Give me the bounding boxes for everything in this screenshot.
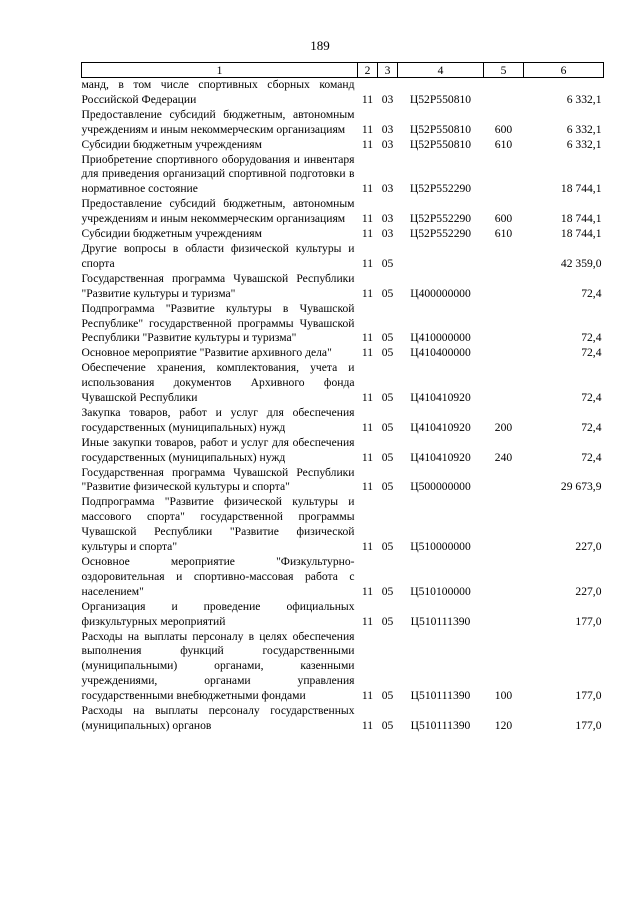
section-code: 11: [361, 331, 374, 345]
amount: 72,4: [581, 391, 602, 405]
section-code: 11: [361, 480, 374, 494]
section-code: 11: [361, 92, 374, 106]
expense-type-code: [484, 302, 524, 347]
table-row: [82, 153, 604, 198]
amount: 72,4: [581, 420, 602, 434]
target-article-code: Ц500000000: [410, 480, 471, 494]
subsection-code: 05: [381, 450, 394, 464]
page-number: 189: [310, 38, 330, 53]
table-row: [82, 78, 604, 108]
amount: 177,0: [575, 614, 602, 628]
amount: 18 744,1: [560, 182, 602, 196]
row-description: Предоставление субсидий бюджетным, автономным учреждениям и иным некоммерческим организациям: [81, 107, 355, 136]
amount: 6 332,1: [566, 92, 602, 106]
section-code: 11: [361, 182, 374, 196]
target-article-code: Ц52Р552290: [409, 212, 472, 226]
expense-type-code: [484, 346, 524, 361]
amount: 18 744,1: [560, 212, 602, 226]
table-row: [82, 630, 604, 705]
expense-type-code: [484, 495, 524, 555]
section-code: 11: [361, 256, 374, 270]
row-description: Закупка товаров, работ и услуг для обеспечения государственных (муниципальных) нужд: [81, 405, 355, 434]
row-description: Субсидии бюджетным учреждениям: [81, 137, 262, 151]
subsection-code: 03: [381, 122, 394, 136]
column-header: 3: [378, 63, 398, 78]
table-header-row: [82, 63, 604, 78]
target-article-code: Ц52Р550810: [409, 92, 472, 106]
subsection-code: 05: [381, 420, 394, 434]
row-description: манд, в том числе спортивных сборных команд Российской Федерации: [81, 78, 355, 106]
target-article-code: Ц52Р552290: [409, 227, 472, 241]
subsection-code: 05: [381, 540, 394, 554]
row-description: Предоставление субсидий бюджетным, автономным учреждениям и иным некоммерческим организациям: [81, 197, 355, 226]
table-row: [82, 555, 604, 600]
subsection-code: 05: [381, 346, 394, 360]
expense-type-code: [484, 153, 524, 198]
subsection-code: 05: [381, 614, 394, 628]
table-row: [82, 600, 604, 630]
amount: 227,0: [575, 584, 602, 598]
budget-table: [81, 62, 604, 734]
expense-type-code: 610: [494, 137, 513, 151]
subsection-code: 05: [381, 584, 394, 598]
subsection-code: 03: [381, 212, 394, 226]
row-description: Государственная программа Чувашской Республики "Развитие культуры и туризма": [81, 271, 355, 300]
row-description: Подпрограмма "Развитие культуры в Чувашской Республике" государственной программы Чувашской Республики "Развитие культуры и туризма": [81, 301, 355, 345]
amount: 72,4: [581, 331, 602, 345]
amount: 42 359,0: [560, 256, 602, 270]
section-code: 11: [361, 689, 374, 703]
amount: 177,0: [575, 689, 602, 703]
amount: 29 673,9: [560, 480, 602, 494]
expense-type-code: 240: [494, 450, 513, 464]
row-description: Организация и проведение официальных физкультурных мероприятий: [81, 599, 355, 628]
subsection-code: 03: [381, 182, 394, 196]
row-description: Иные закупки товаров, работ и услуг для обеспечения государственных (муниципальных) нужд: [81, 435, 355, 464]
section-code: 11: [361, 718, 374, 732]
target-article-code: Ц510000000: [410, 540, 471, 554]
table-row: [82, 495, 604, 555]
column-header: 1: [82, 63, 358, 78]
target-article-code: Ц410410920: [410, 391, 471, 405]
amount: 177,0: [575, 718, 602, 732]
subsection-code: 05: [381, 480, 394, 494]
target-article-code: Ц52Р552290: [409, 182, 472, 196]
expense-type-code: [484, 600, 524, 630]
target-article-code: Ц510111390: [410, 689, 471, 703]
section-code: 11: [361, 346, 374, 360]
target-article-code: Ц410000000: [410, 331, 471, 345]
target-article-code: [398, 242, 484, 272]
row-description: Основное мероприятие "Физкультурно-оздоровительная и спортивно-массовая работа с населением": [81, 555, 355, 598]
amount: 227,0: [575, 540, 602, 554]
subsection-code: 05: [381, 718, 394, 732]
target-article-code: Ц52Р550810: [409, 122, 472, 136]
amount: 18 744,1: [560, 227, 602, 241]
subsection-code: 03: [381, 92, 394, 106]
target-article-code: Ц410410920: [410, 450, 471, 464]
expense-type-code: [484, 466, 524, 496]
table-row: [82, 138, 604, 153]
table-row: [82, 242, 604, 272]
target-article-code: Ц400000000: [410, 286, 471, 300]
amount: 72,4: [581, 450, 602, 464]
column-header: 4: [398, 63, 484, 78]
section-code: 11: [361, 584, 374, 598]
amount: 72,4: [581, 286, 602, 300]
table-row: [82, 704, 604, 734]
target-article-code: Ц510111390: [410, 718, 471, 732]
target-article-code: Ц52Р550810: [409, 137, 472, 151]
expense-type-code: [484, 555, 524, 600]
row-description: Государственная программа Чувашской Республики "Развитие физической культуры и спорта": [81, 465, 355, 494]
expense-type-code: 200: [494, 420, 513, 434]
row-description: Приобретение спортивного оборудования и инвентаря для приведения организаций спортивной подготовки в нормативное состояние: [81, 152, 355, 196]
target-article-code: Ц410410920: [410, 420, 471, 434]
table-body: [82, 78, 604, 734]
section-code: 11: [361, 286, 374, 300]
expense-type-code: 600: [494, 212, 513, 226]
table-row: [82, 361, 604, 406]
table-row: [82, 302, 604, 347]
table-row: [82, 436, 604, 466]
section-code: 11: [361, 212, 374, 226]
expense-type-code: 100: [494, 689, 513, 703]
row-description: Расходы на выплаты персоналу государственных (муниципальных) органов: [81, 704, 355, 732]
subsection-code: 05: [381, 391, 394, 405]
expense-type-code: 610: [494, 227, 513, 241]
row-description: Субсидии бюджетным учреждениям: [81, 227, 262, 241]
table-row: [82, 346, 604, 361]
column-header: 6: [524, 63, 604, 78]
amount: 6 332,1: [566, 122, 602, 136]
subsection-code: 03: [381, 137, 394, 151]
expense-type-code: [484, 272, 524, 302]
amount: 6 332,1: [566, 137, 602, 151]
expense-type-code: [484, 78, 524, 108]
target-article-code: Ц510111390: [410, 614, 471, 628]
section-code: 11: [361, 540, 374, 554]
table-row: [82, 197, 604, 227]
table-row: [82, 227, 604, 242]
expense-type-code: [484, 242, 524, 272]
amount: 72,4: [581, 346, 602, 360]
section-code: 11: [361, 122, 374, 136]
row-description: Другие вопросы в области физической культуры и спорта: [81, 241, 355, 270]
target-article-code: Ц510100000: [410, 584, 471, 598]
column-header: 5: [484, 63, 524, 78]
subsection-code: 05: [381, 286, 394, 300]
section-code: 11: [361, 450, 374, 464]
row-description: Обеспечение хранения, комплектования, учета и использования документов Архивного фонда Чувашской Республики: [81, 361, 355, 405]
subsection-code: 05: [381, 689, 394, 703]
expense-type-code: 600: [494, 122, 513, 136]
table-row: [82, 108, 604, 138]
expense-type-code: 120: [494, 718, 513, 732]
expense-type-code: [484, 361, 524, 406]
table-row: [82, 466, 604, 496]
row-description: Основное мероприятие "Развитие архивного дела": [81, 346, 332, 360]
table-row: [82, 406, 604, 436]
row-description: Подпрограмма "Развитие физической культуры и массового спорта" государственной программы Чувашской Республики "Развитие физической культуры и спорта": [81, 495, 355, 554]
table-row: [82, 272, 604, 302]
section-code: 11: [361, 614, 374, 628]
row-description: Расходы на выплаты персоналу в целях обеспечения выполнения функций государственными (муниципальными) органами, казенными учреждениями, органами управления государственными внебюджетными фондами: [81, 629, 355, 703]
section-code: 11: [361, 420, 374, 434]
column-header: 2: [358, 63, 378, 78]
subsection-code: 05: [381, 331, 394, 345]
section-code: 11: [361, 227, 374, 241]
subsection-code: 05: [381, 256, 394, 270]
section-code: 11: [361, 391, 374, 405]
section-code: 11: [361, 137, 374, 151]
target-article-code: Ц410400000: [410, 346, 471, 360]
subsection-code: 03: [381, 227, 394, 241]
